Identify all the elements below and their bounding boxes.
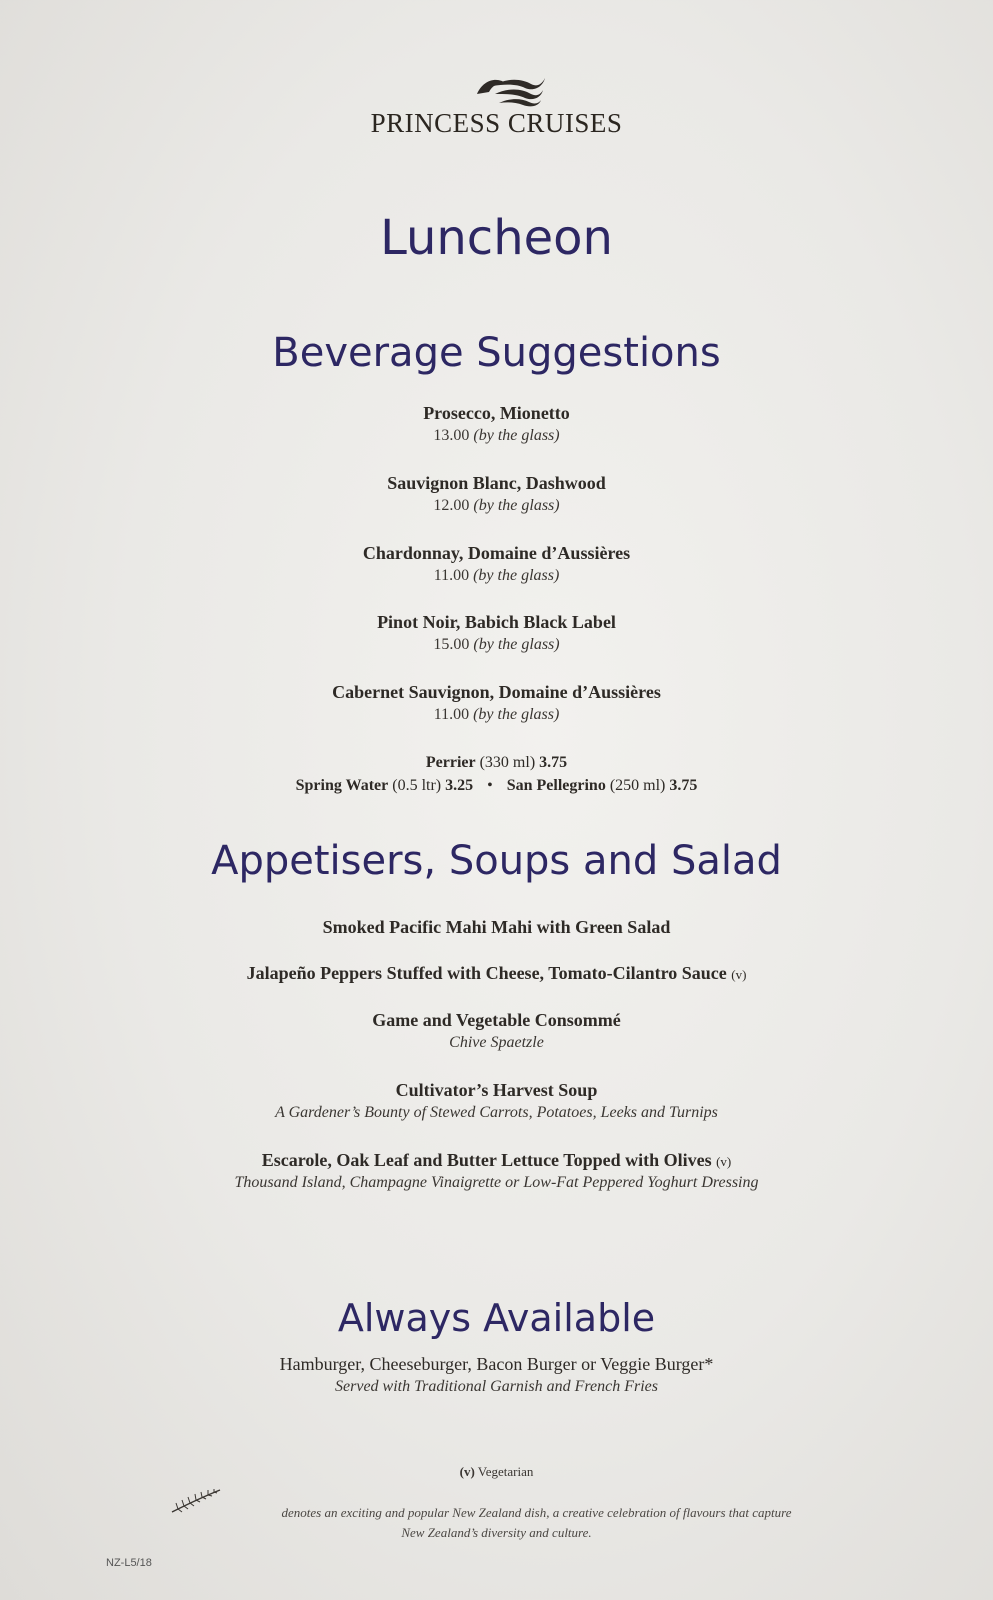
brand-name: PRINCESS CRUISES bbox=[370, 108, 623, 138]
wine-name: Chardonnay, Domaine d’Aussières bbox=[362, 543, 631, 563]
menu-item bbox=[0, 1010, 993, 1052]
spring-water-name: Spring Water bbox=[295, 777, 389, 794]
vegetarian-legend bbox=[0, 1464, 993, 1480]
menu-item bbox=[0, 917, 993, 938]
wine-note: (by the glass) bbox=[473, 497, 560, 514]
menu-item-desc: Chive Spaetzle bbox=[449, 1034, 544, 1051]
menu-item-name: Hamburger, Cheeseburger, Bacon Burger or Veggie Burger* bbox=[279, 1354, 714, 1374]
menu-item-desc: Thousand Island, Champagne Vinaigrette or Low-Fat Peppered Yoghurt Dressing bbox=[234, 1174, 759, 1191]
page-title: Luncheon bbox=[380, 210, 613, 266]
wine-name: Sauvignon Blanc, Dashwood bbox=[387, 473, 606, 493]
menu-item bbox=[0, 1354, 993, 1396]
vegetarian-mark: (v) bbox=[716, 1154, 732, 1169]
pellegrino-price: 3.75 bbox=[669, 777, 698, 794]
vegetarian-mark: (v) bbox=[731, 967, 747, 982]
perrier-price: 3.75 bbox=[539, 754, 568, 771]
menu-item bbox=[0, 1150, 993, 1192]
wine-item bbox=[0, 682, 993, 724]
menu-item-name: Jalapeño Peppers Stuffed with Cheese, Tomato-Cilantro Sauce bbox=[246, 963, 727, 983]
wine-note: (by the glass) bbox=[473, 706, 560, 723]
menu-item-desc: Served with Traditional Garnish and French Fries bbox=[335, 1378, 658, 1395]
wine-note: (by the glass) bbox=[473, 567, 560, 584]
vegetarian-symbol: (v) bbox=[459, 1464, 475, 1479]
menu-item-name: Smoked Pacific Mahi Mahi with Green Salad bbox=[322, 917, 671, 937]
perrier-name: Perrier bbox=[425, 754, 476, 771]
pellegrino-size: (250 ml) bbox=[609, 777, 666, 794]
perrier-line bbox=[0, 754, 993, 772]
wine-price: 11.00 bbox=[433, 567, 470, 584]
beverage-heading: Beverage Suggestions bbox=[272, 330, 721, 376]
menu-item bbox=[0, 1080, 993, 1122]
wine-price: 15.00 bbox=[433, 636, 470, 653]
appetisers-heading: Appetisers, Soups and Salad bbox=[211, 838, 782, 884]
wine-item bbox=[0, 543, 993, 585]
wine-name: Prosecco, Mionetto bbox=[423, 403, 570, 423]
bullet-separator: • bbox=[487, 777, 493, 794]
menu-item bbox=[0, 963, 993, 984]
wine-price: 12.00 bbox=[433, 497, 470, 514]
menu-item-name: Escarole, Oak Leaf and Butter Lettuce Topped with Olives bbox=[261, 1150, 712, 1170]
always-available-heading: Always Available bbox=[337, 1296, 656, 1340]
wine-item bbox=[0, 612, 993, 654]
wine-item bbox=[0, 473, 993, 515]
water-line bbox=[0, 777, 993, 795]
wine-item bbox=[0, 403, 993, 445]
wine-name: Pinot Noir, Babich Black Label bbox=[377, 612, 616, 632]
spring-water-size: (0.5 ltr) bbox=[392, 777, 442, 794]
perrier-size: (330 ml) bbox=[479, 754, 536, 771]
wine-price: 11.00 bbox=[433, 706, 470, 723]
wine-note: (by the glass) bbox=[473, 427, 560, 444]
wave-logo-icon bbox=[473, 72, 547, 108]
menu-item-name: Game and Vegetable Consommé bbox=[372, 1010, 621, 1030]
wine-price: 13.00 bbox=[433, 427, 470, 444]
vegetarian-label: Vegetarian bbox=[477, 1464, 534, 1479]
fern-legend-line2: New Zealand’s diversity and culture. bbox=[401, 1525, 592, 1540]
fern-legend-line1: denotes an exciting and popular New Zealand dish, a creative celebration of flavours that capture bbox=[281, 1505, 792, 1520]
wine-note: (by the glass) bbox=[473, 636, 560, 653]
menu-item-name: Cultivator’s Harvest Soup bbox=[395, 1080, 598, 1100]
pellegrino-name: San Pellegrino bbox=[506, 777, 606, 794]
menu-item-desc: A Gardener’s Bounty of Stewed Carrots, Potatoes, Leeks and Turnips bbox=[275, 1104, 718, 1121]
spring-water-price: 3.25 bbox=[445, 777, 474, 794]
menu-code: NZ-L5/18 bbox=[106, 1557, 152, 1569]
wine-name: Cabernet Sauvignon, Domaine d’Aussières bbox=[332, 682, 661, 702]
